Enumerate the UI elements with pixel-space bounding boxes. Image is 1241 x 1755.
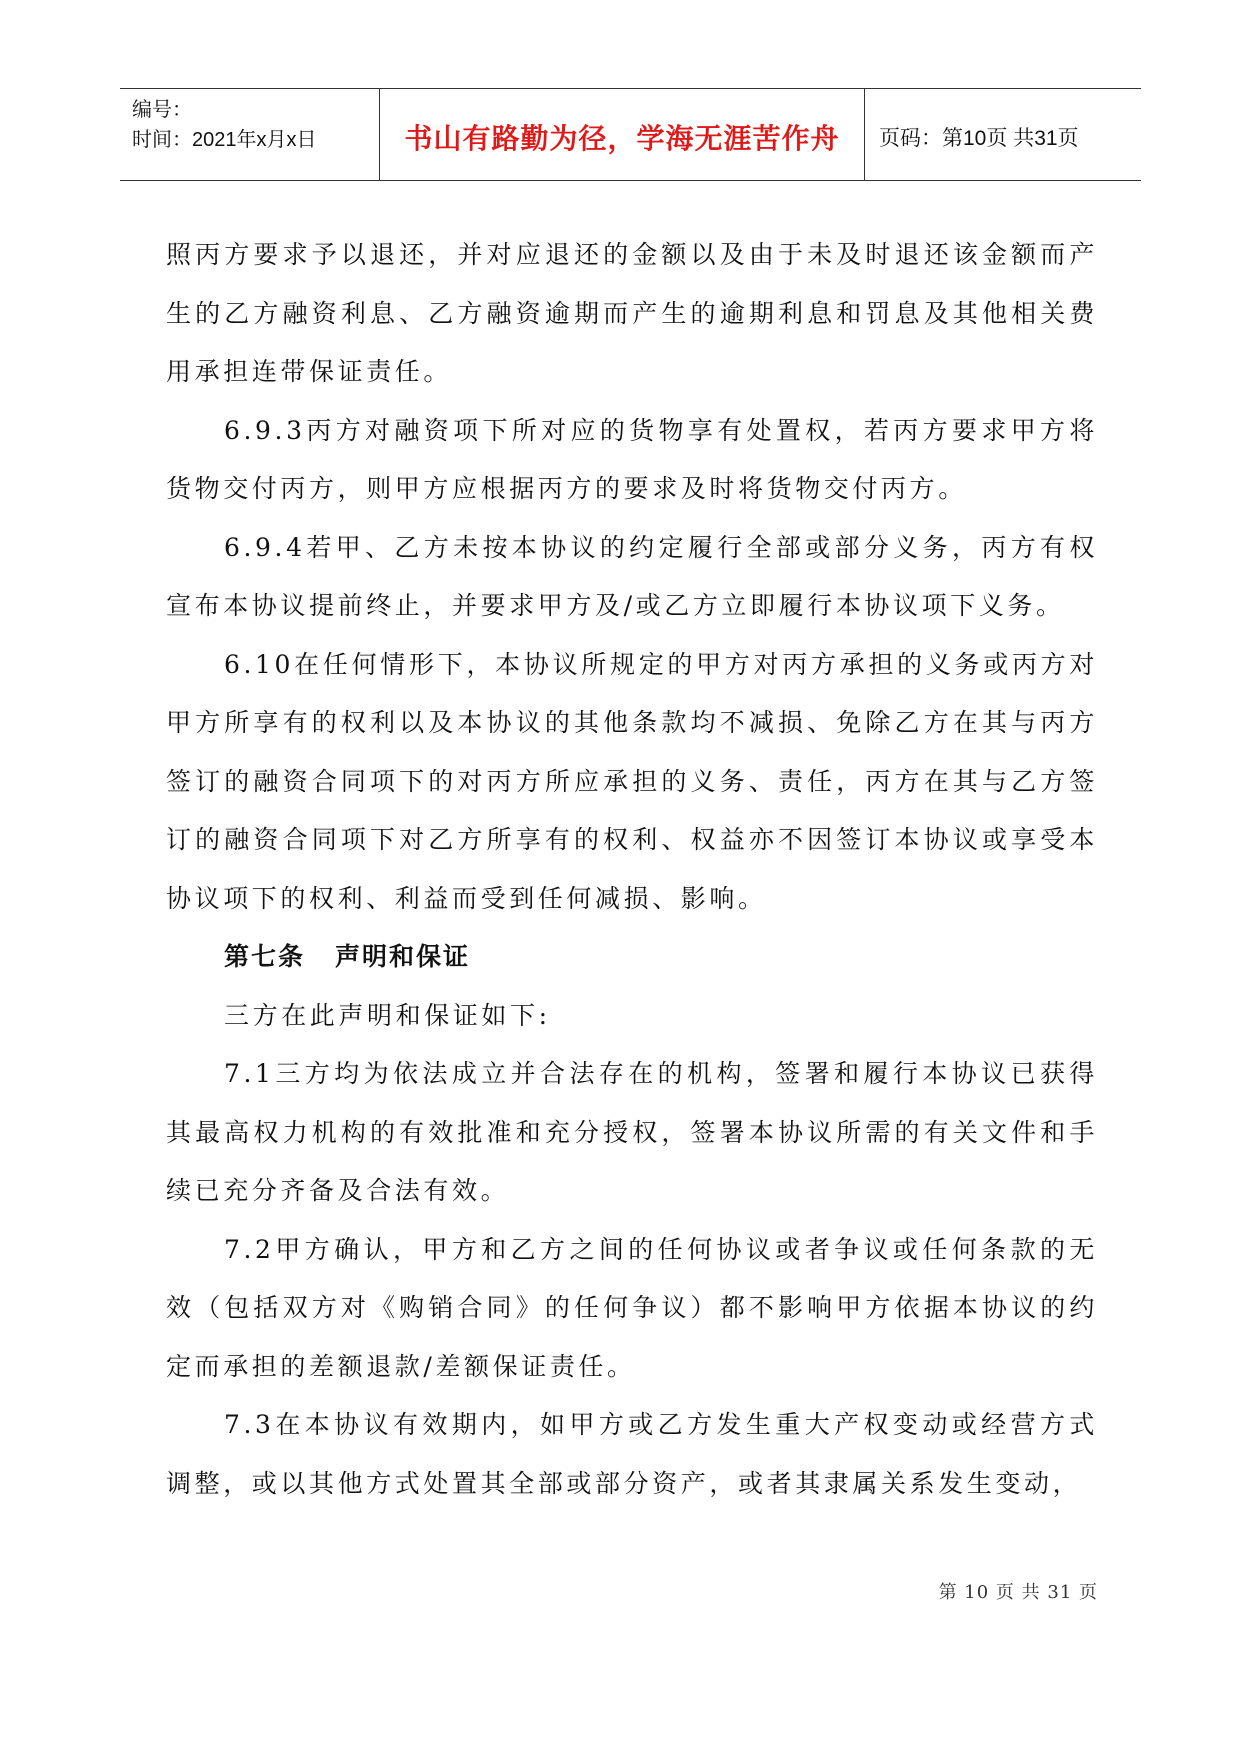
page-footer: 第 10 页 共 31 页: [938, 1582, 1098, 1603]
paragraph-continuation: 照丙方要求予以退还，并对应退还的金额以及由于未及时退还该金额而产生的乙方融资利息、乙方融资逾期而产生的逾期利息和罚息及其他相关费用承担连带保证责任。: [166, 240, 1098, 386]
paragraph-6-10: 6.10在任何情形下，本协议所规定的甲方对丙方承担的义务或丙方对甲方所享有的权利以及本协议的其他条款均不减损、免除乙方在其与丙方签订的融资合同项下的对丙方所应承担的义务、责任，丙方在其与乙方签订的融资合同项下对乙方所享有的权利、权益亦不因签订本协议或享受本协议项下的权利、利益而受到任何减损、影响。: [166, 649, 1098, 913]
document-number-label: 编号：: [132, 99, 192, 121]
page-header: [120, 88, 1141, 181]
header-page-info: 页码：第10页 共31页: [879, 126, 1079, 150]
section-intro: 三方在此声明和保证如下:: [224, 1000, 551, 1030]
paragraph-7-2: 7.2甲方确认，甲方和乙方之间的任何协议或者争议或任何条款的无效（包括双方对《购销合同》的任何争议）都不影响甲方依据本协议的约定而承担的差额退款/差额保证责任。: [166, 1234, 1098, 1381]
paragraph-6-9-3: 6.9.3丙方对融资项下所对应的货物享有处置权，若丙方要求甲方将货物交付丙方，则甲方应根据丙方的要求及时将货物交付丙方。: [166, 415, 1098, 503]
header-meta: [120, 89, 380, 180]
document-date: 时间：2021年x月x日: [132, 129, 317, 151]
section-title: 声明和保证: [335, 942, 471, 971]
document-body: [166, 226, 1098, 1513]
header-motto: 书山有路勤为径，学海无涯苦作舟: [380, 89, 865, 180]
paragraph-7-3: 7.3在本协议有效期内，如甲方或乙方发生重大产权变动或经营方式调整，或以其他方式处置其全部或部分资产，或者其隶属关系发生变动，: [166, 1410, 1098, 1498]
section-number: 第七条: [224, 942, 306, 971]
paragraph-6-9-4: 6.9.4若甲、乙方未按本协议的约定履行全部或部分义务，丙方有权宣布本协议提前终止，并要求甲方及/或乙方立即履行本协议项下义务。: [166, 532, 1098, 620]
section-heading: [166, 928, 1098, 987]
paragraph-7-1: 7.1三方均为依法成立并合法存在的机构，签署和履行本协议已获得其最高权力机构的有效批准和充分授权，签署本协议所需的有关文件和手续已充分齐备及合法有效。: [166, 1059, 1098, 1205]
